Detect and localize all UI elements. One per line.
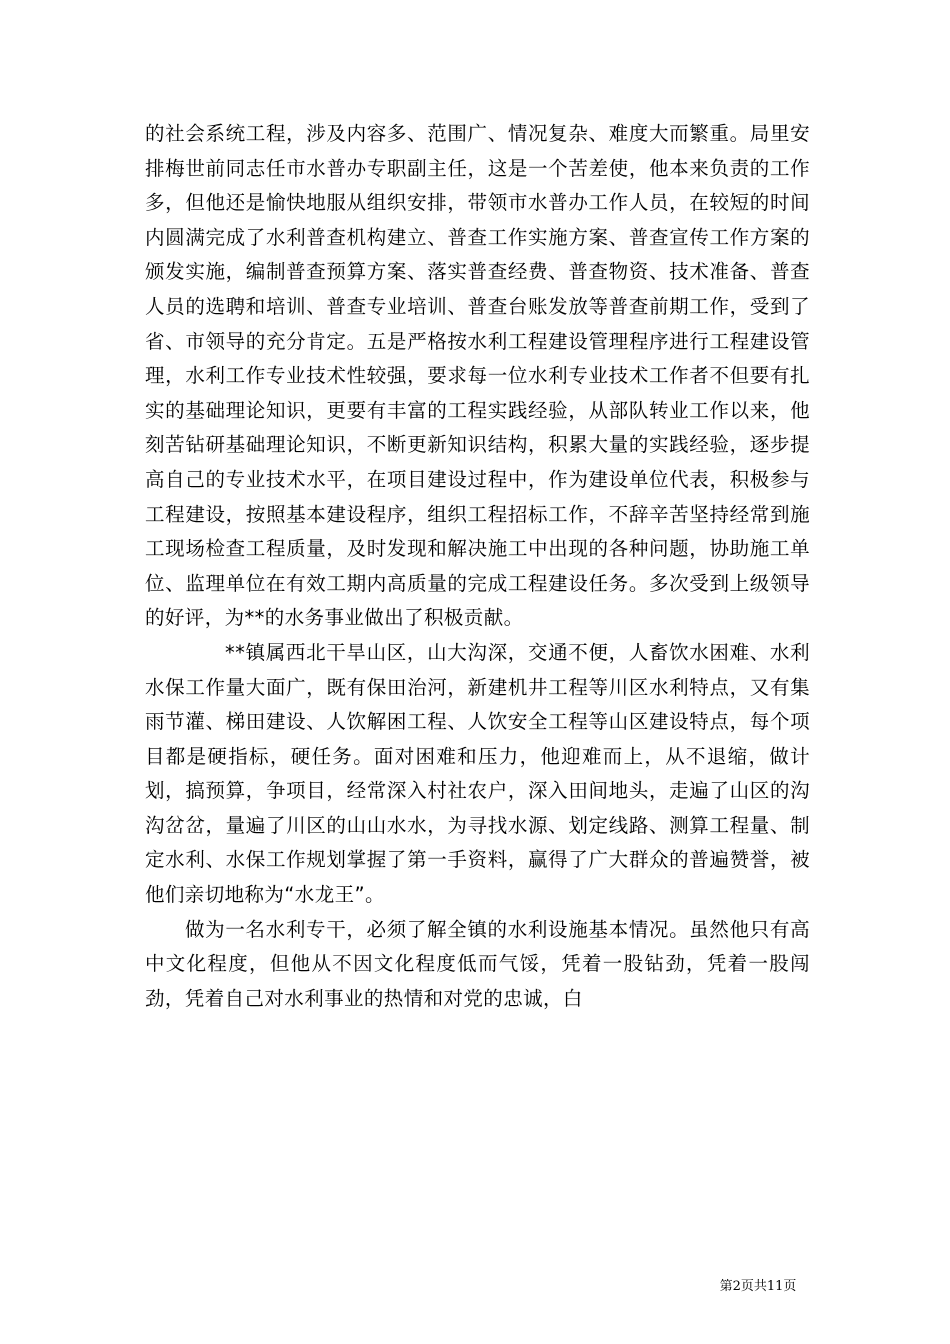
page-number-footer: [720, 1279, 797, 1294]
footer-suffix: 页: [783, 1279, 797, 1294]
paragraph-3: 做为一名水利专干，必须了解全镇的水利设施基本情况。虽然他只有高中文化程度，但他从不因文化程度低而气馁，凭着一股钻劲，凭着一股闯劲，凭着自己对水利事业的热情和对党的忠诚，白: [145, 917, 810, 1010]
body-text: [145, 117, 810, 1016]
footer-middle: 页共: [740, 1279, 767, 1294]
footer-prefix: 第: [719, 1279, 733, 1294]
footer-total: 11: [766, 1279, 784, 1294]
paragraph-1: 的社会系统工程，涉及内容多、范围广、情况复杂、难度大而繁重。局里安排梅世前同志任市水普办专职副主任，这是一个苦差使，他本来负责的工作多，但他还是愉快地服从组织安排，带领市水普办工作人员，在较短的时间内圆满完成了水利普查机构建立、普查工作实施方案、普查宣传工作方案的颁发实施，编制普查预算方案、落实普查经费、普查物资、技术准备、普查人员的选聘和培训、普查专业培训、普查台账发放等普查前期工作，受到了省、市领导的充分肯定。五是严格按水利工程建设管理程序进行工程建设管理，水利工作专业技术性较强，要求每一位水利专业技术工作者不但要有扎实的基础理论知识，更要有丰富的工程实践经验，从部队转业工作以来，他刻苦钻研基础理论知识，不断更新知识结构，积累大量的实践经验，逐步提高自己的专业技术水平，在项目建设过程中，作为建设单位代表，积极参与工程建设，按照基本建设程序，组织工程招标工作，不辞辛苦坚持经常到施工现场检查工程质量，及时发现和解决施工中出现的各种问题，协助施工单位、监理单位在有效工期内高质量的完成工程建设任务。多次受到上级领导的好评，为**的水务事业做出了积极贡献。: [145, 122, 810, 630]
footer-page: 2: [732, 1279, 741, 1294]
page-footer: [0, 1275, 950, 1294]
paragraph-2: **镇属西北干旱山区，山大沟深，交通不便，人畜饮水困难、水利水保工作量大面广，既有保田治河，新建机井工程等川区水利特点，又有集雨节灌、梯田建设、人饮解困工程、人饮安全工程等山区建设特点，每个项目都是硬指标，硬任务。面对困难和压力，他迎难而上，从不退缩，做计划，搞预算，争项目，经常深入村社农户，深入田间地头，走遍了山区的沟沟岔岔，量遍了川区的山山水水，为寻找水源、划定线路、测算工程量、制定水利、水保工作规划掌握了第一手资料，赢得了广大群众的普遍赞誉，被他们亲切地称为“水龙王”。: [145, 640, 810, 907]
